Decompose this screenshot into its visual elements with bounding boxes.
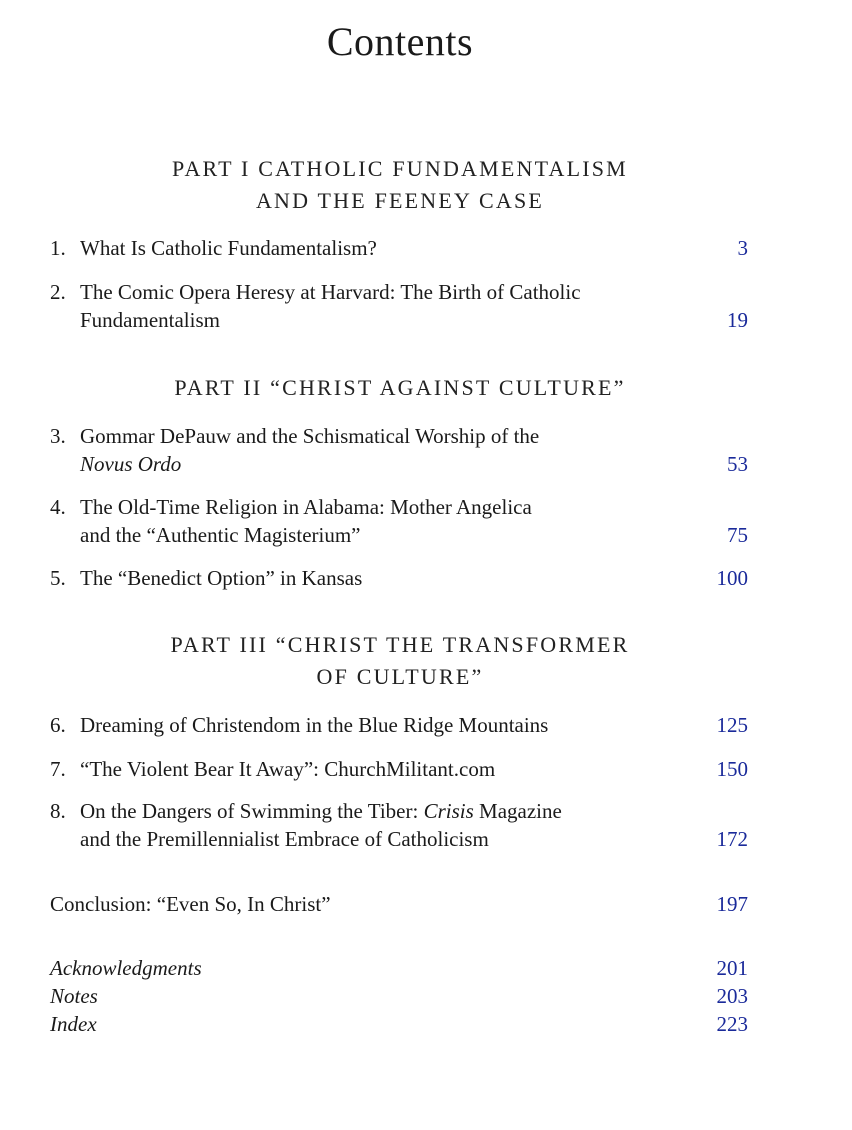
- part-heading-line: PART I CATHOLIC FUNDAMENTALISM: [172, 156, 628, 181]
- conclusion-label: Conclusion: “Even So, In Christ”: [50, 892, 331, 916]
- chapter-title-part: Crisis: [423, 799, 474, 823]
- page-number: 100: [716, 566, 748, 590]
- chapter-number: 3.: [50, 424, 66, 448]
- part-heading-line: PART II “CHRIST AGAINST CULTURE”: [174, 375, 626, 400]
- chapter-title: [80, 422, 680, 478]
- backmatter-label: Acknowledgments: [50, 956, 202, 980]
- chapter-title: [80, 755, 680, 783]
- conclusion-title: [50, 890, 650, 918]
- toc-entry-chapter-2[interactable]: [50, 278, 750, 334]
- page-number: 223: [716, 1012, 748, 1036]
- part-heading-2: [0, 372, 800, 404]
- toc-entry-chapter-7[interactable]: [50, 755, 750, 783]
- chapter-title: [80, 564, 680, 592]
- chapter-title-line: What Is Catholic Fundamentalism?: [80, 236, 377, 260]
- chapter-title: [80, 493, 680, 549]
- part-heading-line: AND THE FEENEY CASE: [255, 188, 545, 213]
- page-number: 203: [716, 984, 748, 1008]
- chapter-title-line: Fundamentalism: [80, 308, 220, 332]
- backmatter-label: Notes: [50, 984, 98, 1008]
- chapter-number: 1.: [50, 236, 66, 260]
- chapter-title-line: and the Premillennialist Embrace of Catholicism: [80, 827, 489, 851]
- chapter-title-line: The Old-Time Religion in Alabama: Mother Angelica: [80, 495, 532, 519]
- chapter-title: [80, 278, 680, 334]
- chapter-title: [80, 234, 680, 262]
- chapter-title-line: and the “Authentic Magisterium”: [80, 523, 361, 547]
- page-number: 19: [727, 308, 748, 332]
- chapter-number: 6.: [50, 713, 66, 737]
- toc-entry-index[interactable]: [50, 1010, 750, 1038]
- chapter-title-part: On the Dangers of Swimming the Tiber:: [80, 799, 424, 823]
- toc-entry-chapter-3[interactable]: [50, 422, 750, 478]
- chapter-title: [80, 797, 680, 853]
- toc-entry-notes[interactable]: [50, 982, 750, 1010]
- chapter-number: 4.: [50, 495, 66, 519]
- chapter-title-line: Gommar DePauw and the Schismatical Worship of the: [80, 424, 540, 448]
- chapter-title-line: The “Benedict Option” in Kansas: [80, 566, 363, 590]
- toc-entry-conclusion[interactable]: [50, 890, 750, 918]
- page-number: 201: [716, 956, 748, 980]
- page-number: 3: [737, 236, 748, 260]
- page-number: 150: [716, 757, 748, 781]
- backmatter-label: Index: [50, 1012, 97, 1036]
- chapter-title-line: Dreaming of Christendom in the Blue Ridge Mountains: [80, 713, 549, 737]
- chapter-title-line: [80, 797, 680, 825]
- toc-entry-acknowledgments[interactable]: [50, 954, 750, 982]
- part-heading-line: PART III “CHRIST THE TRANSFORMER: [170, 632, 630, 657]
- toc-entry-chapter-6[interactable]: [50, 711, 750, 739]
- backmatter-title: [50, 954, 650, 982]
- page-number: 75: [727, 523, 748, 547]
- chapter-number: 2.: [50, 280, 66, 304]
- page-number: 125: [716, 713, 748, 737]
- toc-entry-chapter-1[interactable]: [50, 234, 750, 262]
- page-title: Contents: [326, 19, 474, 64]
- chapter-number: 7.: [50, 757, 66, 781]
- chapter-number: 5.: [50, 566, 66, 590]
- page-number: 172: [716, 827, 748, 851]
- chapter-title-line: “The Violent Bear It Away”: ChurchMilitant.com: [80, 757, 496, 781]
- part-heading-line: OF CULTURE”: [316, 664, 484, 689]
- toc-entry-chapter-5[interactable]: [50, 564, 750, 592]
- part-heading-1: [0, 153, 800, 217]
- chapter-title: [80, 711, 680, 739]
- chapter-number: 8.: [50, 799, 66, 823]
- chapter-title-line: Novus Ordo: [80, 452, 182, 476]
- toc-entry-chapter-4[interactable]: [50, 493, 750, 549]
- backmatter-title: [50, 982, 650, 1010]
- toc-entry-chapter-8[interactable]: [50, 797, 750, 853]
- chapter-title-line: The Comic Opera Heresy at Harvard: The Birth of Catholic: [80, 280, 581, 304]
- backmatter-title: [50, 1010, 650, 1038]
- chapter-title-part: Magazine: [473, 799, 562, 823]
- part-heading-3: [0, 629, 800, 693]
- page-number: 197: [716, 892, 748, 916]
- page-number: 53: [727, 452, 748, 476]
